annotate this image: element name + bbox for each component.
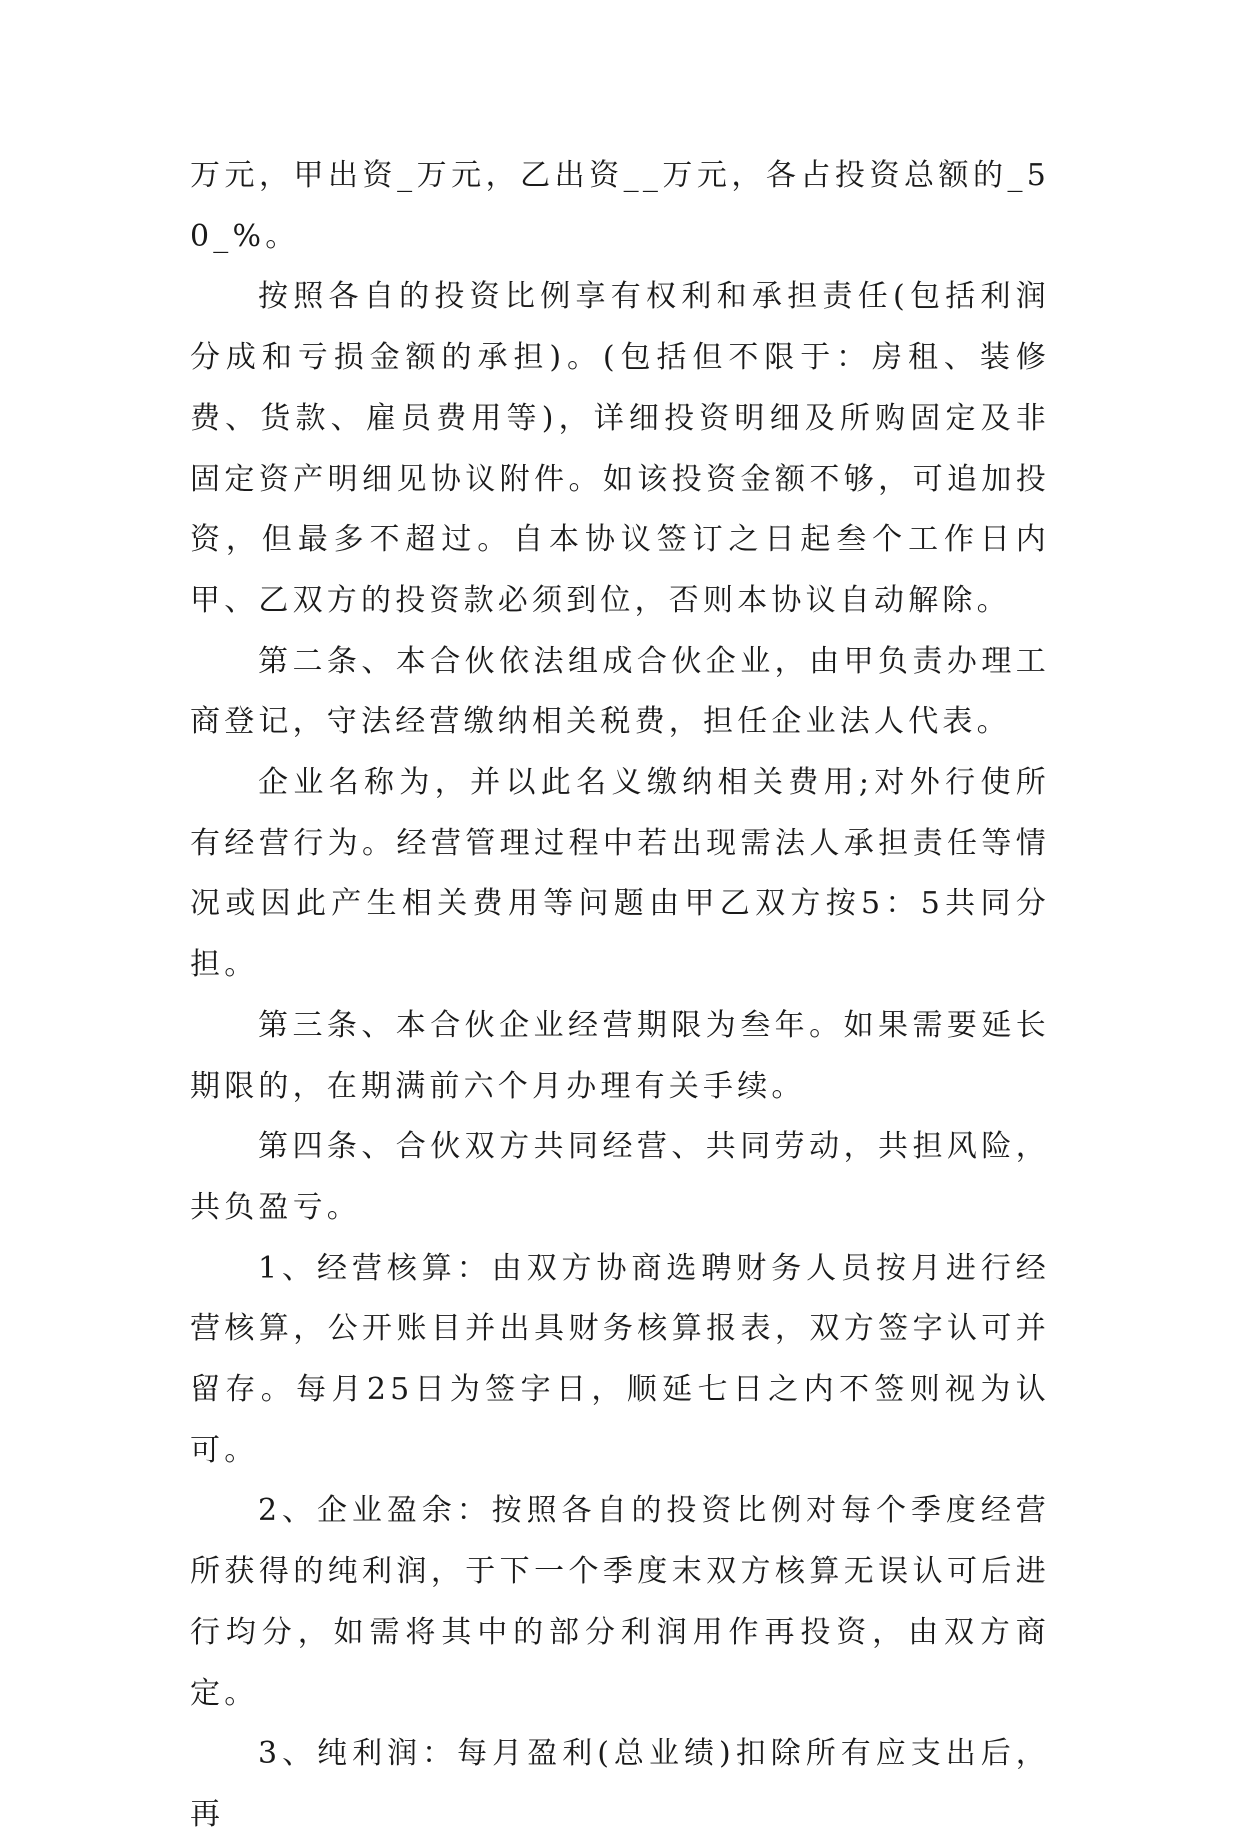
paragraph-enterprise-name: 企业名称为，并以此名义缴纳相关费用;对外行使所有经营行为。经营管理过程中若出现需法人承担责任等情况或因此产生相关费用等问题由甲乙双方按5：5共同分担。 bbox=[190, 765, 1050, 983]
paragraph-rights-responsibilities: 按照各自的投资比例享有权利和承担责任(包括利润分成和亏损金额的承担)。(包括但不限于：房租、装修费、货款、雇员费用等)，详细投资明细及所购固定及非固定资产明细见协议附件。如该投资金额不够，可追加投资，但最多不超过。自本协议签订之日起叁个工作日内甲、乙双方的投资款必须到位，否则本协议自动解除。 bbox=[190, 279, 1050, 618]
paragraph-article-3: 第三条、本合伙企业经营期限为叁年。如果需要延长期限的，在期满前六个月办理有关手续。 bbox=[190, 1007, 1050, 1104]
paragraph-article-4: 第四条、合伙双方共同经营、共同劳动，共担风险，共负盈亏。 bbox=[190, 1129, 1050, 1225]
paragraph-item-3-net-profit: 3、纯利润：每月盈利(总业绩)扣除所有应支出后，再 bbox=[190, 1736, 1050, 1832]
paragraph-item-2-surplus: 2、企业盈余：按照各自的投资比例对每个季度经营所获得的纯利润，于下一个季度末双方核算无误认可后进行均分，如需将其中的部分利润用作再投资，由双方商定。 bbox=[190, 1493, 1050, 1711]
paragraph-item-1-accounting: 1、经营核算：由双方协商选聘财务人员按月进行经营核算，公开账目并出具财务核算报表，双方签字认可并留存。每月25日为签字日，顺延七日之内不签则视为认可。 bbox=[190, 1250, 1050, 1468]
paragraph-investment-shares: 万元，甲出资_万元，乙出资__万元，各占投资总额的_50_%。 bbox=[190, 158, 1050, 254]
paragraph-article-2: 第二条、本合伙依法组成合伙企业，由甲负责办理工商登记，守法经营缴纳相关税费，担任企业法人代表。 bbox=[190, 643, 1050, 740]
document-body bbox=[190, 146, 1050, 1846]
